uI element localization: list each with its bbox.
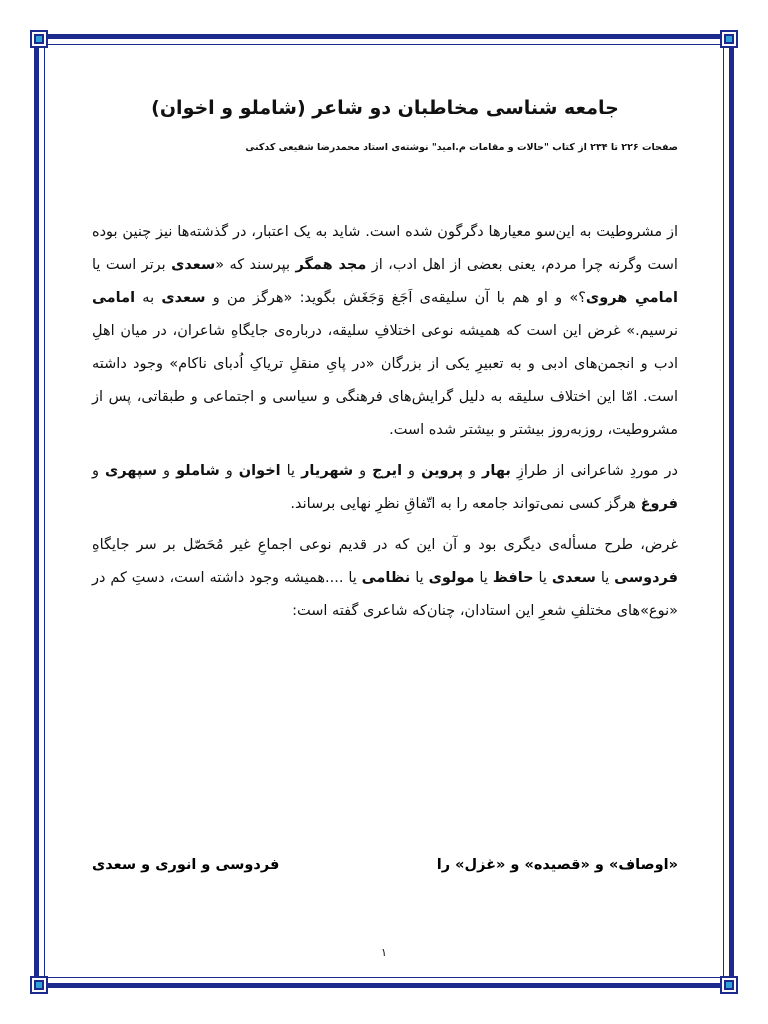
document-title: جامعه شناسی مخاطبان دو شاعر (شاملو و اخوان) bbox=[151, 97, 619, 119]
poet-name: پروین bbox=[421, 463, 464, 479]
text-run: نرسیم.» غرض این است که همیشه نوعی اختلافِ سلیقه، درباره‌ی جایگاهِ شاعران، در میان اهلِ ادب و انجمن‌های ادبی و به تعبیرِ یکی از بزرگان «در پایِ منقلِ تریاکِ اُدبای ناکام» وجود داشته است. امّا این اختلاف سلیقه به دلیل گرایش‌های فرهنگی و سیاسی و اجتماعی و طبقاتی، پس از مشروطیت، روزبه‌روز بیشتر و بیشتر شده است. bbox=[92, 323, 678, 438]
text-run: یا bbox=[533, 570, 552, 586]
text-run: از مشروطیت به این‌سو معیارها دگرگون شده است. شاید به یک اعتبار، در گذشته‌ها نیز چنین بوده است وگرنه چرا مردم، یعنی بعضی از اهل ادب، از bbox=[92, 224, 678, 273]
document-subtitle: صفحات ۲۲۶ تا ۲۳۴ از کتاب "حالات و مقامات م.امید" نوشته‌ی استاد محمدرضا شفیعی کدکنی bbox=[245, 142, 678, 153]
text-run: غرض، طرح مسأله‌ی دیگری بود و آن این که در قدیم نوعی اجماعِ غیر مُحَصّل بر سر جایگاهِ bbox=[92, 537, 678, 553]
poet-name: سپهری bbox=[105, 463, 158, 479]
poet-name: سعدی bbox=[171, 257, 216, 273]
poet-name: فردوسی bbox=[614, 570, 679, 586]
corner-ornament-bottom-left bbox=[30, 976, 48, 994]
text-run: و bbox=[402, 463, 422, 479]
poet-name: امامیِ هروی bbox=[585, 290, 679, 306]
text-run: به bbox=[135, 290, 162, 306]
poet-name: شهریار bbox=[301, 463, 354, 479]
poet-name: فروغ bbox=[640, 496, 678, 512]
text-run: هرگز کسی نمی‌تواند جامعه را به اتّفاقِ نظرِ نهایی برساند. bbox=[290, 496, 641, 512]
text-run: در موردِ شاعرانی از طرازِ bbox=[510, 463, 678, 479]
text-run: یا bbox=[595, 570, 615, 586]
document-body bbox=[92, 88, 678, 628]
poet-name: سعدی bbox=[551, 570, 596, 586]
poet-name: نظامی bbox=[361, 570, 411, 586]
text-run: و bbox=[219, 463, 239, 479]
verse-hemistich-1: «اوصاف» و «قصیده» و «غزل» را bbox=[436, 857, 678, 873]
text-run: و bbox=[463, 463, 483, 479]
page-number: ۱ bbox=[381, 946, 387, 959]
text-run: ؟» و او هم با آن سلیقه‌ی اَجَغ وَجَغَش بگوید: «هرگز من و bbox=[205, 290, 586, 306]
paragraph-3 bbox=[92, 529, 678, 628]
text-run: و bbox=[353, 463, 373, 479]
poet-name: شاملو bbox=[176, 463, 220, 479]
poet-name: بهار bbox=[482, 463, 511, 479]
poet-name: امامی bbox=[92, 290, 136, 306]
poet-name: مولوی bbox=[428, 570, 475, 586]
text-run: و bbox=[92, 463, 105, 479]
text-run: برتر است یا bbox=[92, 257, 172, 273]
poet-name: مجد همگر bbox=[295, 257, 367, 273]
corner-ornament-top-right bbox=[720, 30, 738, 48]
text-run: یا bbox=[410, 570, 429, 586]
poet-name: اخوان bbox=[238, 463, 281, 479]
corner-ornament-bottom-right bbox=[720, 976, 738, 994]
text-run: یا ....همیشه وجود داشته است، دستِ کم در «نوع»های مختلفِ شعرِ این استادان، چنان‌که شاعری گفته است: bbox=[92, 570, 678, 619]
paragraph-1 bbox=[92, 216, 678, 447]
paragraph-2 bbox=[92, 455, 678, 521]
text-run: و bbox=[157, 463, 177, 479]
poet-name: ایرج bbox=[372, 463, 403, 479]
text-run: یا bbox=[474, 570, 493, 586]
corner-ornament-top-left bbox=[30, 30, 48, 48]
poet-name: سعدی bbox=[161, 290, 206, 306]
text-run: بپرسند که « bbox=[215, 257, 296, 273]
verse-hemistich-2: فردوسی و انوری و سعدی bbox=[92, 857, 280, 873]
poet-name: حافظ bbox=[492, 570, 534, 586]
text-run: یا bbox=[280, 463, 302, 479]
